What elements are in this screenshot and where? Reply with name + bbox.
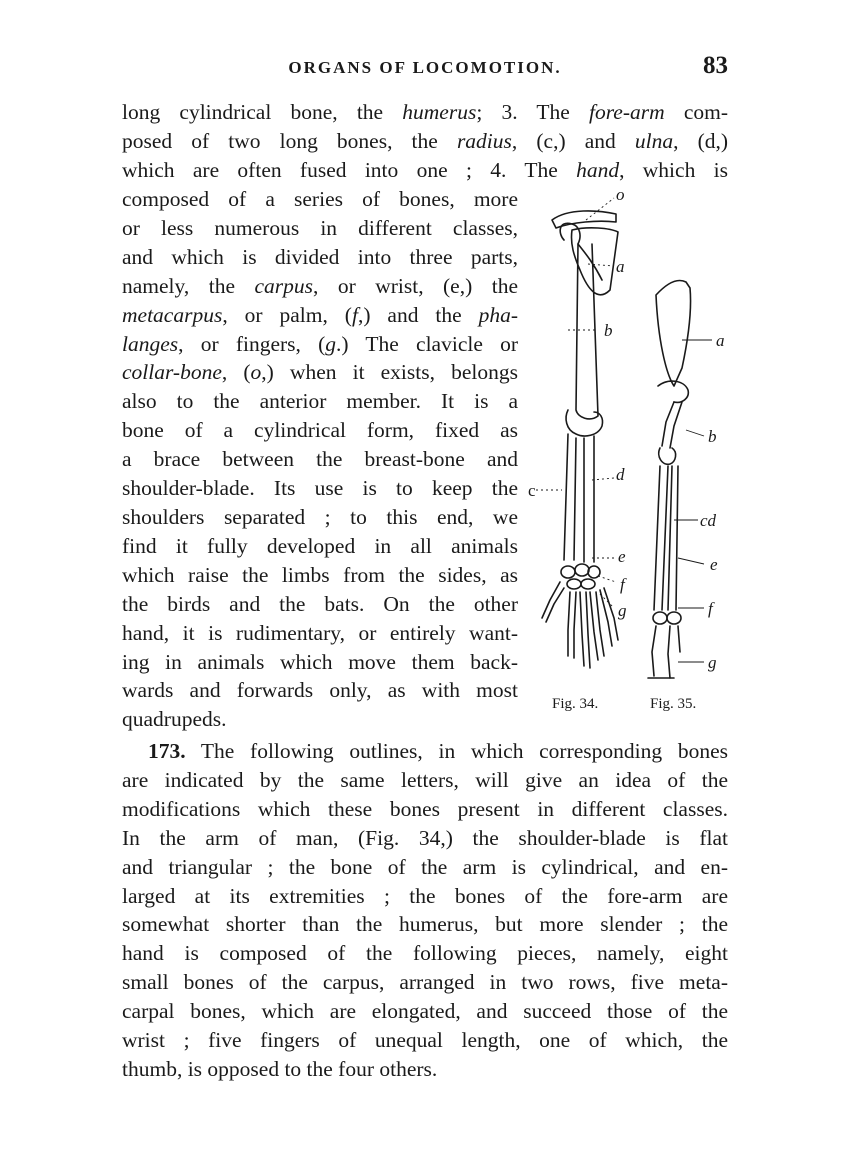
fig35-caption: Fig. 35. — [650, 696, 697, 712]
text-line: somewhat shorter than the humerus, but more slender ; the — [122, 912, 728, 937]
fig35-label-f: f — [708, 599, 713, 618]
text-line: composed of a series of bones, more — [122, 187, 518, 211]
top-paragraph-continuation — [122, 98, 728, 185]
text-line: small bones of the carpus, arranged in two rows, five meta- — [122, 970, 728, 995]
page-number: 83 — [703, 52, 728, 79]
fig34-label-f: f — [620, 575, 625, 594]
paragraph-number: 173. — [148, 739, 186, 763]
text-line: which raise the limbs from the sides, as — [122, 562, 518, 587]
fig34-label-e: e — [618, 547, 626, 566]
text-line: find it fully developed in all animals — [122, 533, 518, 558]
text-line: 173. The following outlines, in which corresponding bones — [148, 739, 728, 763]
text-line: shoulder-blade. Its use is to keep the — [122, 476, 518, 501]
text-line: posed of two long bones, the radius, (c,) and ulna, (d,) — [122, 128, 729, 153]
text-line: carpal bones, which are elongated, and succeed those of the — [122, 999, 728, 1024]
text-line: namely, the carpus, or wrist, (e,) the — [122, 273, 518, 298]
text-line: langes, or fingers, (g.) The clavicle or — [122, 331, 518, 356]
text-line: the birds and the bats. On the other — [122, 591, 518, 616]
page-header — [122, 52, 728, 86]
fig35-label-g: g — [708, 653, 717, 672]
text-line: hand is composed of the following pieces, namely, eight — [122, 941, 728, 966]
fig35-label-a: a — [716, 331, 725, 350]
text-line: which are often fused into one ; 4. The hand, which is — [122, 157, 728, 182]
fig35-label-cd: cd — [700, 511, 717, 530]
running-title: ORGANS OF LOCOMOTION. — [288, 58, 562, 77]
text-line: a brace between the breast-bone and — [122, 447, 518, 472]
text-line: and triangular ; the bone of the arm is cylindrical, and en- — [122, 854, 728, 879]
fig34-label-d: d — [616, 465, 625, 484]
fig34-label-g: g — [618, 601, 627, 620]
text-line: quadrupeds. — [122, 707, 227, 732]
fig34-label-c: c — [528, 481, 536, 500]
text-line: larged at its extremities ; the bones of the fore-arm are — [122, 883, 728, 908]
text-line: also to the anterior member. It is a — [122, 389, 518, 414]
paragraph-173 — [122, 737, 728, 1084]
left-column-text — [122, 185, 518, 734]
fig34-label-b: b — [604, 321, 613, 340]
text-line: and which is divided into three parts, — [122, 244, 518, 269]
fig35-label-e: e — [710, 555, 718, 574]
text-line: long cylindrical bone, the humerus; 3. The fore-arm com- — [122, 100, 728, 124]
text-line: In the arm of man, (Fig. 34,) the shoulder-blade is flat — [122, 825, 728, 850]
text-line: ing in animals which move them back- — [122, 649, 518, 674]
text-line: are indicated by the same letters, will give an idea of the — [122, 767, 728, 792]
text-line: hand, it is rudimentary, or entirely want- — [122, 620, 518, 645]
text-line: or less numerous in different classes, — [122, 215, 518, 240]
wing-scapula-shape — [656, 281, 691, 386]
text-line: metacarpus, or palm, (f,) and the pha- — [122, 302, 519, 327]
fig34-caption: Fig. 34. — [552, 696, 599, 712]
fig35-label-b: b — [708, 427, 717, 446]
figure-arm-bones — [528, 190, 738, 730]
arm-bones-illustration — [528, 190, 738, 690]
text-line: modifications which these bones present in different classes. — [122, 796, 728, 821]
text-line: collar-bone, (o,) when it exists, belongs — [122, 360, 518, 385]
text-line: shoulders separated ; to this end, we — [122, 504, 518, 529]
text-line: wards and forwards only, as with most — [122, 678, 518, 703]
text-line: wrist ; five fingers of unequal length, one of which, the — [122, 1028, 728, 1053]
fig34-label-a: a — [616, 257, 625, 276]
fig34-label-o: o — [616, 190, 625, 204]
text-line: bone of a cylindrical form, fixed as — [122, 418, 518, 443]
text-line: thumb, is opposed to the four others. — [122, 1056, 438, 1081]
